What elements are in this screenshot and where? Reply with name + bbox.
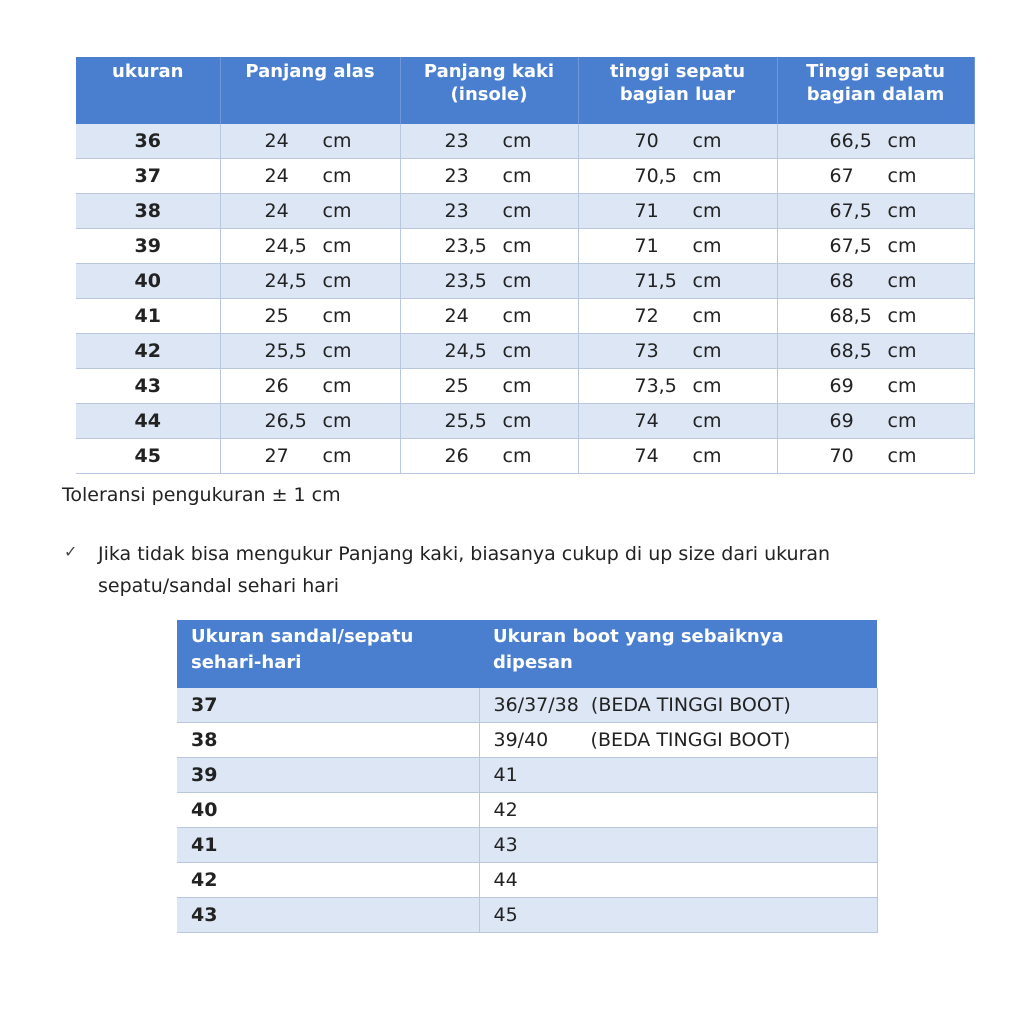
value-text: 68 (829, 270, 854, 292)
value-text: 27 (264, 445, 289, 467)
size-cell: 41 (76, 299, 220, 334)
value-text: 74 (634, 445, 659, 467)
value-text: 72 (634, 305, 659, 327)
value-text: 74 (634, 410, 659, 432)
value-text: 25 (264, 305, 289, 327)
dalam-cell (777, 194, 974, 229)
kaki-cell (400, 229, 578, 264)
luar-cell (578, 299, 777, 334)
unit-text: cm (887, 270, 917, 292)
dalam-cell (777, 159, 974, 194)
size-cell: 38 (76, 194, 220, 229)
luar-cell (578, 229, 777, 264)
kaki-cell (400, 264, 578, 299)
unit-text: cm (887, 375, 917, 397)
daily-size-cell: 38 (177, 723, 479, 758)
size-cell: 44 (76, 404, 220, 439)
dalam-cell (777, 404, 974, 439)
advice-paragraph (64, 538, 984, 602)
luar-cell (578, 194, 777, 229)
unit-text: cm (692, 270, 722, 292)
unit-text: cm (502, 235, 532, 257)
unit-text: cm (692, 340, 722, 362)
table-row (76, 299, 974, 334)
value-text: 69 (829, 375, 854, 397)
unit-text: cm (887, 130, 917, 152)
table-row (76, 369, 974, 404)
alas-cell (220, 124, 400, 159)
luar-cell (578, 334, 777, 369)
unit-text: cm (502, 305, 532, 327)
dalam-cell (777, 369, 974, 404)
value-text: 70,5 (634, 165, 677, 187)
unit-text: cm (322, 165, 352, 187)
conversion-body (177, 688, 877, 933)
daily-size-cell: 39 (177, 758, 479, 793)
daily-size-cell: 41 (177, 828, 479, 863)
tolerance-note: Toleransi pengukuran ± 1 cm (62, 484, 341, 506)
value-text: 73,5 (634, 375, 677, 397)
advice-line-2: sepatu/sandal sehari hari (98, 575, 339, 597)
table-row (177, 723, 877, 758)
kaki-cell (400, 124, 578, 159)
unit-text: cm (692, 165, 722, 187)
boot-size-cell: 45 (479, 898, 877, 933)
size-cell: 36 (76, 124, 220, 159)
value-text: 71,5 (634, 270, 677, 292)
unit-text: cm (692, 200, 722, 222)
dalam-cell (777, 334, 974, 369)
kaki-cell (400, 159, 578, 194)
daily-size-cell: 43 (177, 898, 479, 933)
unit-text: cm (887, 200, 917, 222)
unit-text: cm (322, 200, 352, 222)
boot-size-cell: 42 (479, 793, 877, 828)
unit-text: cm (887, 165, 917, 187)
value-text: 73 (634, 340, 659, 362)
luar-cell (578, 264, 777, 299)
table-row (177, 898, 877, 933)
table-row (76, 404, 974, 439)
table-row (177, 863, 877, 898)
dalam-cell (777, 439, 974, 474)
unit-text: cm (502, 270, 532, 292)
kaki-cell (400, 194, 578, 229)
value-text: 70 (634, 130, 659, 152)
unit-text: cm (502, 165, 532, 187)
alas-cell (220, 264, 400, 299)
unit-text: cm (502, 340, 532, 362)
value-text: 67,5 (829, 235, 872, 257)
size-cell: 45 (76, 439, 220, 474)
table-row (76, 439, 974, 474)
kaki-cell (400, 299, 578, 334)
checkmark-icon: ✓ (64, 542, 78, 561)
unit-text: cm (692, 375, 722, 397)
conversion-table (177, 620, 878, 933)
unit-text: cm (887, 340, 917, 362)
advice-line-1: Jika tidak bisa mengukur Panjang kaki, biasanya cukup di up size dari ukuran (98, 543, 831, 565)
header-panjang-alas: Panjang alas (220, 57, 400, 124)
table-row (76, 159, 974, 194)
unit-text: cm (502, 410, 532, 432)
value-text: 25,5 (264, 340, 307, 362)
value-text: 24,5 (264, 235, 307, 257)
size-cell: 37 (76, 159, 220, 194)
boot-size-cell: 41 (479, 758, 877, 793)
value-text: 66,5 (829, 130, 872, 152)
alas-cell (220, 194, 400, 229)
unit-text: cm (322, 270, 352, 292)
size-chart-body (76, 124, 974, 474)
value-text: 71 (634, 235, 659, 257)
unit-text: cm (887, 445, 917, 467)
value-text: 67 (829, 165, 854, 187)
alas-cell (220, 299, 400, 334)
unit-text: cm (692, 130, 722, 152)
unit-text: cm (502, 130, 532, 152)
unit-text: cm (322, 340, 352, 362)
header-daily-size: Ukuran sandal/sepatu sehari-hari (177, 620, 479, 688)
value-text: 24,5 (444, 340, 487, 362)
kaki-cell (400, 369, 578, 404)
alas-cell (220, 369, 400, 404)
unit-text: cm (322, 445, 352, 467)
dalam-cell (777, 299, 974, 334)
luar-cell (578, 404, 777, 439)
boot-size-cell: 39/40 (BEDA TINGGI BOOT) (479, 723, 877, 758)
luar-cell (578, 439, 777, 474)
unit-text: cm (322, 305, 352, 327)
size-cell: 43 (76, 369, 220, 404)
value-text: 67,5 (829, 200, 872, 222)
unit-text: cm (322, 410, 352, 432)
daily-size-cell: 40 (177, 793, 479, 828)
value-text: 26 (264, 375, 289, 397)
dalam-cell (777, 124, 974, 159)
alas-cell (220, 404, 400, 439)
unit-text: cm (502, 200, 532, 222)
value-text: 26,5 (264, 410, 307, 432)
unit-text: cm (692, 235, 722, 257)
alas-cell (220, 439, 400, 474)
header-boot-size: Ukuran boot yang sebaiknya dipesan (479, 620, 877, 688)
unit-text: cm (502, 375, 532, 397)
unit-text: cm (692, 305, 722, 327)
alas-cell (220, 334, 400, 369)
unit-text: cm (692, 410, 722, 432)
size-chart-header-row (76, 57, 974, 124)
value-text: 70 (829, 445, 854, 467)
value-text: 69 (829, 410, 854, 432)
table-row (177, 828, 877, 863)
value-text: 25 (444, 375, 469, 397)
unit-text: cm (887, 235, 917, 257)
value-text: 26 (444, 445, 469, 467)
daily-size-cell: 37 (177, 688, 479, 723)
conversion-header-row (177, 620, 877, 688)
table-row (76, 334, 974, 369)
boot-size-cell: 36/37/38 (BEDA TINGGI BOOT) (479, 688, 877, 723)
header-ukuran: ukuran (76, 57, 220, 124)
value-text: 23,5 (444, 270, 487, 292)
header-tinggi-dalam: Tinggi sepatu bagian dalam (777, 57, 974, 124)
table-row (177, 793, 877, 828)
value-text: 24 (444, 305, 469, 327)
alas-cell (220, 229, 400, 264)
table-row (177, 758, 877, 793)
alas-cell (220, 159, 400, 194)
unit-text: cm (692, 445, 722, 467)
value-text: 24,5 (264, 270, 307, 292)
table-row (76, 264, 974, 299)
luar-cell (578, 369, 777, 404)
dalam-cell (777, 264, 974, 299)
dalam-cell (777, 229, 974, 264)
boot-size-cell: 43 (479, 828, 877, 863)
table-row (177, 688, 877, 723)
size-chart-table (76, 57, 975, 474)
unit-text: cm (322, 375, 352, 397)
value-text: 24 (264, 200, 289, 222)
boot-size-cell: 44 (479, 863, 877, 898)
kaki-cell (400, 439, 578, 474)
kaki-cell (400, 334, 578, 369)
table-row (76, 229, 974, 264)
luar-cell (578, 159, 777, 194)
table-row (76, 194, 974, 229)
value-text: 23,5 (444, 235, 487, 257)
value-text: 23 (444, 130, 469, 152)
unit-text: cm (322, 130, 352, 152)
value-text: 23 (444, 200, 469, 222)
value-text: 25,5 (444, 410, 487, 432)
header-panjang-kaki: Panjang kaki (insole) (400, 57, 578, 124)
unit-text: cm (887, 305, 917, 327)
value-text: 24 (264, 165, 289, 187)
value-text: 23 (444, 165, 469, 187)
value-text: 68,5 (829, 305, 872, 327)
size-cell: 42 (76, 334, 220, 369)
unit-text: cm (502, 445, 532, 467)
size-cell: 40 (76, 264, 220, 299)
luar-cell (578, 124, 777, 159)
unit-text: cm (887, 410, 917, 432)
table-row (76, 124, 974, 159)
value-text: 24 (264, 130, 289, 152)
value-text: 68,5 (829, 340, 872, 362)
size-cell: 39 (76, 229, 220, 264)
value-text: 71 (634, 200, 659, 222)
daily-size-cell: 42 (177, 863, 479, 898)
unit-text: cm (322, 235, 352, 257)
kaki-cell (400, 404, 578, 439)
header-tinggi-luar: tinggi sepatu bagian luar (578, 57, 777, 124)
